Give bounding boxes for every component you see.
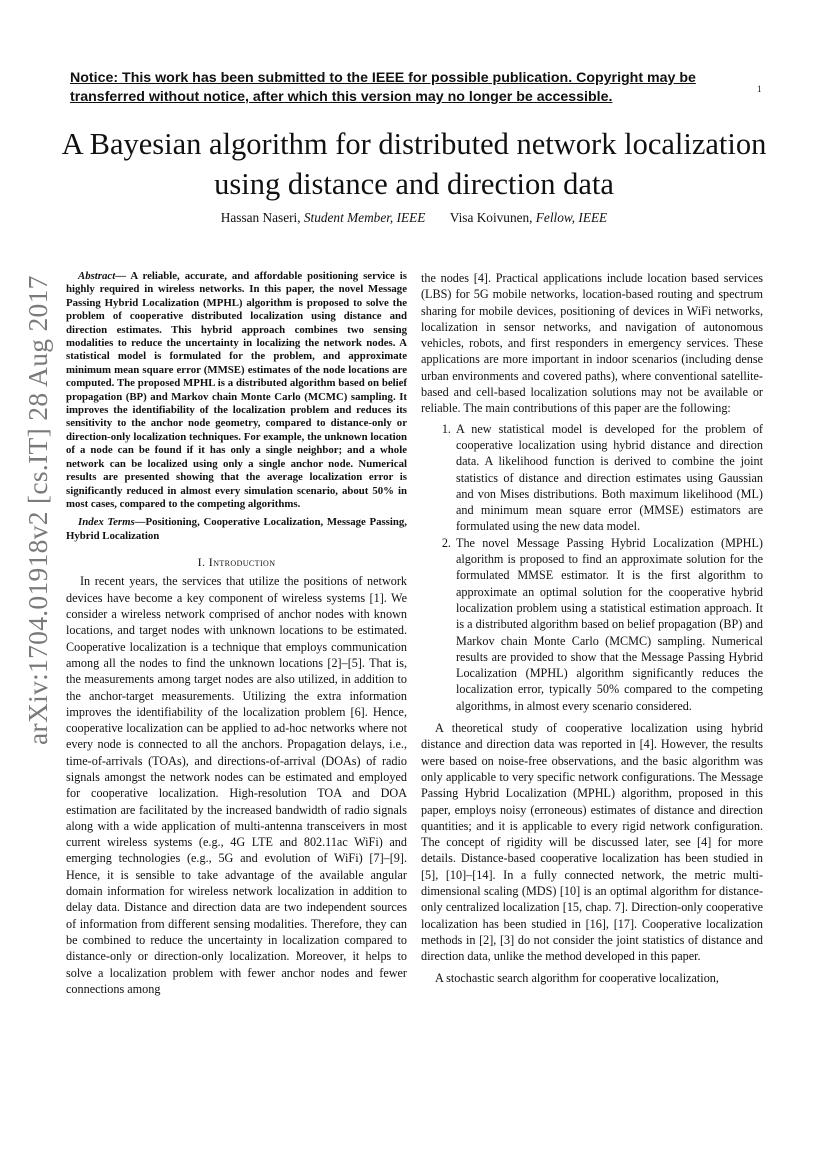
- intro-paragraph: A theoretical study of cooperative localization using hybrid distance and direction data was reported in [4]. However, the results were based on noise-free observations, and the basic algorithm was only applicable to very specific network configurations. The Message Passing Hybrid Localization (MPHL) algorithm, proposed in this paper, employs noisy (erroneous) estimates of distance and direction quantities; and it is applicable to every rigid network configuration. The concept of rigidity will be discussed later, see [4] for more details. Distance-based cooperative localization has been studied in [5], [10]–[14]. In a fully connected network, the metric multi-dimensional scaling (MDS) [10] is an optimal algorithm for distance-only centralized localization [15, chap. 7]. Direction-only cooperative localization has been studied in [16], [17]. Cooperative localization methods in [2], [3] do not consider the joint statistics of distance and direction data, unlike the method developed in this paper.: [421, 721, 763, 964]
- abstract-label: Abstract: [78, 270, 116, 282]
- ieee-notice: Notice: This work has been submitted to the IEEE for possible publication. Copyright may be transferred without notice, after which this version may no longer be accessible.: [70, 70, 696, 105]
- right-column: [421, 270, 763, 987]
- author-name: Hassan Naseri,: [220, 210, 301, 225]
- author-role: Student Member, IEEE: [303, 210, 426, 225]
- paper-title: A Bayesian algorithm for distributed network localization using distance and direction data: [61, 127, 767, 201]
- index-terms-text: —Positioning, Cooperative Localization, Message Passing, Hybrid Localization: [66, 516, 407, 542]
- left-column: [66, 270, 407, 997]
- list-item: 2. The novel Message Passing Hybrid Localization (MPHL) algorithm is proposed to find an approximate solution for the formulated MMSE estimator. It is the first algorithm to approximate an optimal solution for the cooperative hybrid localization problem using a statistical estimation approach. It is a distributed algorithm based on belief propagation (BP) and Markov chain Monte Carlo (MCMC) sampling. Numerical results are provided to show that the Message Passing Hybrid Localization (MPHL) algorithm significantly reduces the localization error, typically 50% compared to the competing algorithms, in almost every scenario considered.: [454, 535, 763, 714]
- list-item: 1. A new statistical model is developed for the problem of cooperative localization using hybrid distance and direction data. A likelihood function is derived to combine the joint statistics of distance and direction estimates using Gaussian and von Mises distributions. Both maximum likelihood (ML) and minimum mean square error (MMSE) estimators are formulated using the new data model.: [454, 421, 763, 535]
- intro-paragraph-continued: the nodes [4]. Practical applications include location based services (LBS) for 5G mobile networks, location-based routing and spectrum sharing for mobile devices, positioning of devices in WiFi networks, localization in sensor networks, and navigation of autonomous vehicles, robots, and first responders in emergency services. These applications are more important in indoor scenarios (including dense urban environments and covered paths), where conventional satellite-based and cell-based localization solutions may not be available or reliable. The main contributions of this paper are the following:: [421, 271, 763, 416]
- intro-paragraph: In recent years, the services that utilize the positions of network devices have become a key component of wireless systems [1]. We consider a wireless network comprised of anchor nodes with known locations, and target nodes with unknown locations to be estimated. Cooperative localization is a technique that employs communication among all the nodes to find the unknown locations [2]–[5]. That is, the measurements among target nodes are also utilized, in addition to the anchor-target measurements. Utilizing the extra information improves the identifiability of the localization problem [6]. Hence, cooperative localization can be applied to ad-hoc networks where not every node is connected to all the anchors. Propagation delays, i.e., time-of-arrivals (TOAs), and directions-of-arrival (DOAs) of radio signals amongst the network nodes can be estimated and employed for cooperative localization. High-resolution TOA and DOA estimation are facilitated by the increased bandwidth of radio signals along with a wide application of multi-antenna transceivers in most current wireless systems (e.g., 4G LTE and 802.11ac WiFi) and emerging technologies (e.g., 5G and evolution of WiFi) [7]–[9]. Hence, it is sensible to take advantage of the available angular domain information for wireless network localization in addition to delay data. Distance and direction data are two independent sources of information from different sensing modalities. Therefore, they can be combined to reduce the uncertainty in localization compared to distance-only or direction-only localization. Moreover, it helps to solve a localization problem with fewer anchor nodes and fewer connections among: [66, 574, 407, 996]
- intro-paragraph: A stochastic search algorithm for cooperative localization,: [435, 971, 719, 986]
- abstract: [66, 270, 407, 511]
- author-name: Visa Koivunen,: [449, 210, 533, 225]
- author-line: [60, 210, 768, 226]
- arxiv-stamp: arXiv:1704.01918v2 [cs.IT] 28 Aug 2017: [22, 275, 53, 745]
- page-number: 1: [757, 84, 762, 94]
- index-terms-label: Index Terms: [78, 516, 135, 529]
- abstract-text: — A reliable, accurate, and affordable positioning service is highly required in wireless networks. In this paper, the novel Message Passing Hybrid Localization (MPHL) algorithm is proposed to solve the problem of cooperative distributed localization using distance and direction estimates. This hybrid approach combines two sensing modalities to reduce the uncertainty in localizing the network nodes. A statistical model is formulated for the problem, and approximate minimum mean square error (MMSE) estimates of the node locations are computed. The proposed MPHL is a distributed algorithm based on belief propagation (BP) and Markov chain Monte Carlo (MCMC) sampling. It improves the identifiability of the localization problem and reduces its sensitivity to the anchor node geometry, compared to distance-only or direction-only localization techniques. For example, the unknown location of a node can be found if it has only a single neighbor; and a whole network can be localized using only a single anchor node. Numerical results are presented showing that the average localization error is significantly reduced in almost every simulation scenario, about 50% in most cases, compared to the competing algorithms.: [66, 270, 407, 510]
- contributions-list: [421, 421, 763, 714]
- author-role: Fellow, IEEE: [535, 210, 608, 225]
- section-heading: I. Introduction: [197, 555, 276, 570]
- index-terms: [66, 516, 407, 543]
